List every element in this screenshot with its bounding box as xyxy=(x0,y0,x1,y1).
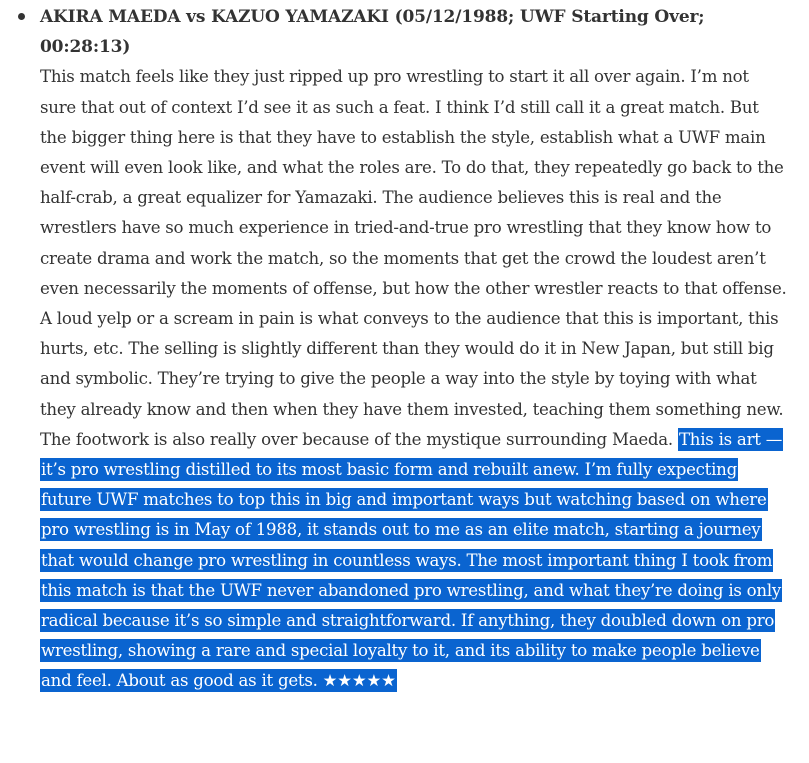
match-header: AKIRA MAEDA vs KAZUO YAMAZAKI (05/12/1988; UWF Starting Over; 00:28:13) xyxy=(40,7,705,58)
match-review xyxy=(40,62,789,696)
selected-review-text[interactable]: This is art — it’s pro wrestling distilled to its most basic form and rebuilt anew. I’m fully expecting future UWF matches to top this in big and important ways but watching based on where pro wrestling is in May of 1988, it stands out to me as an elite match, starting a journey that would change pro wrestling in countless ways. The most important thing I took from this match is that the UWF never abandoned pro wrestling, and what they’re doing is only radical because it’s so simple and straightforward. If anything, they doubled down on pro wrestling, showing a rare and special loyalty to it, and its ability to make people believe and feel. About as good as it gets. ★★★★★ xyxy=(41,429,783,691)
bullet-icon xyxy=(18,13,25,20)
review-text: This match feels like they just ripped up pro wrestling to start it all over again. I’m not sure that out of context I’d see it as such a feat. I think I’d still call it a great match. But the bigger thing here is that they have to establish the style, establish what a UWF main event will even look like, and what the roles are. To do that, they repeatedly go back to the half-crab, a great equalizer for Yamazaki. The audience believes this is real and the wrestlers have so much experience in tried-and-true pro wrestling that they know how to create drama and work the match, so the moments that get the crowd the loudest aren’t even necessarily the moments of offense, but how the other wrestler reacts to that offense. A loud yelp or a scream in pain is what conveys to the audience that this is important, this hurts, etc. The selling is slightly different than they would do it in New Japan, but still big and symbolic. They’re trying to give the people a way into the style by toying with what they already know and then when they have them invested, teaching them something new. The footwork is also really over because of the mystique surrounding Maeda. xyxy=(40,67,787,449)
